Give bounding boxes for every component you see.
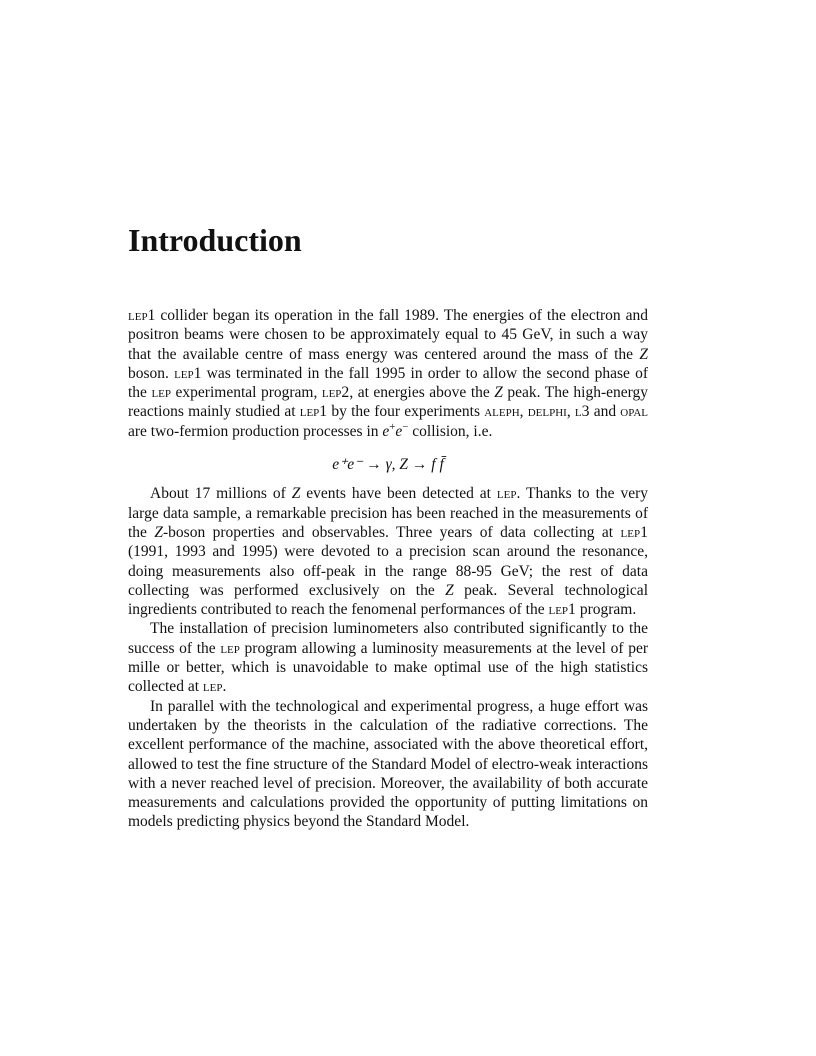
lep-acronym: lep xyxy=(496,485,517,503)
paragraph-2: About 17 millions of Z events have been detected at lep. Thanks to the very large data sample, a remarkable precision has been reached in the measurements of the Z-boson properties and observables. Three years of data collecting at lep1 (1991, 1993 and 1995) were devoted to a precision scan around the resonance, doing measurements also off-peak in the range 88-95 GeV; the rest of data collecting was performed exclusively on the Z peak. Several technological ingredients contributed to reach the fenomenal performances of the lep1 program. xyxy=(128,485,649,619)
equation-ee-to-ff: e⁺e⁻ → γ, Z → f f̄ xyxy=(332,456,444,474)
lep1-acronym: lep1 xyxy=(174,364,202,382)
z-symbol: Z xyxy=(494,384,503,402)
chapter-title: Introduction xyxy=(128,222,302,258)
l3-acronym: l3 xyxy=(574,403,590,421)
lep1-acronym: lep1 xyxy=(128,307,156,324)
lep1-acronym: lep1 xyxy=(620,523,649,541)
z-symbol: Z xyxy=(291,485,301,503)
electron-symbol: e xyxy=(382,422,390,440)
paragraph-3: The installation of precision luminometers also contributed significantly to the success of the lep program allowing a luminosity measurements at the level of per mille or better, which is unavoidable to make optimal use of the high statistics collected at lep. xyxy=(128,620,648,696)
lep1-acronym: lep1 xyxy=(548,601,576,619)
electron-symbol: e xyxy=(395,422,403,440)
aleph-acronym: aleph xyxy=(484,403,520,421)
z-symbol: Z xyxy=(639,345,648,363)
paragraph-1: lep1 collider began its operation in the fall 1989. The energies of the electron and positron beams were chosen to be approximately equal to 45 GeV, in such a way that the available centre of mass energy was centered around the mass of the Z boson. lep1 was terminated in the fall 1995 in order to allow the second phase of the lep experimental program, lep2, at energies above the Z peak. The high-energy reactions mainly studied at lep1 by the four experiments aleph, delphi, l3 and opal are two-fermion production processes in e+e− collision, i.e. xyxy=(128,307,649,440)
opal-acronym: opal xyxy=(620,403,649,421)
lep-acronym: lep xyxy=(151,384,172,402)
paragraph-4: In parallel with the technological and experimental progress, a huge effort was undertaken by the theorists in the calculation of the radiative corrections. The excellent performance of the machine, associated with the above theoretical effort, allowed to test the fine structure of the Standard Model of electro-weak interactions with a never reached level of precision. Moreover, the availability of both accurate measurements and calculations provided the opportunity of putting limitations on models predicting physics beyond the Standard Model. xyxy=(128,697,648,831)
lep-acronym: lep xyxy=(220,639,240,657)
z-symbol: Z xyxy=(154,523,163,541)
body-text xyxy=(128,306,648,832)
lep1-acronym: lep1 xyxy=(299,403,328,421)
lep2-acronym: lep2 xyxy=(321,384,350,402)
lep-acronym: lep xyxy=(202,678,223,696)
z-symbol: Z xyxy=(445,581,454,599)
delphi-acronym: delphi xyxy=(527,403,567,421)
